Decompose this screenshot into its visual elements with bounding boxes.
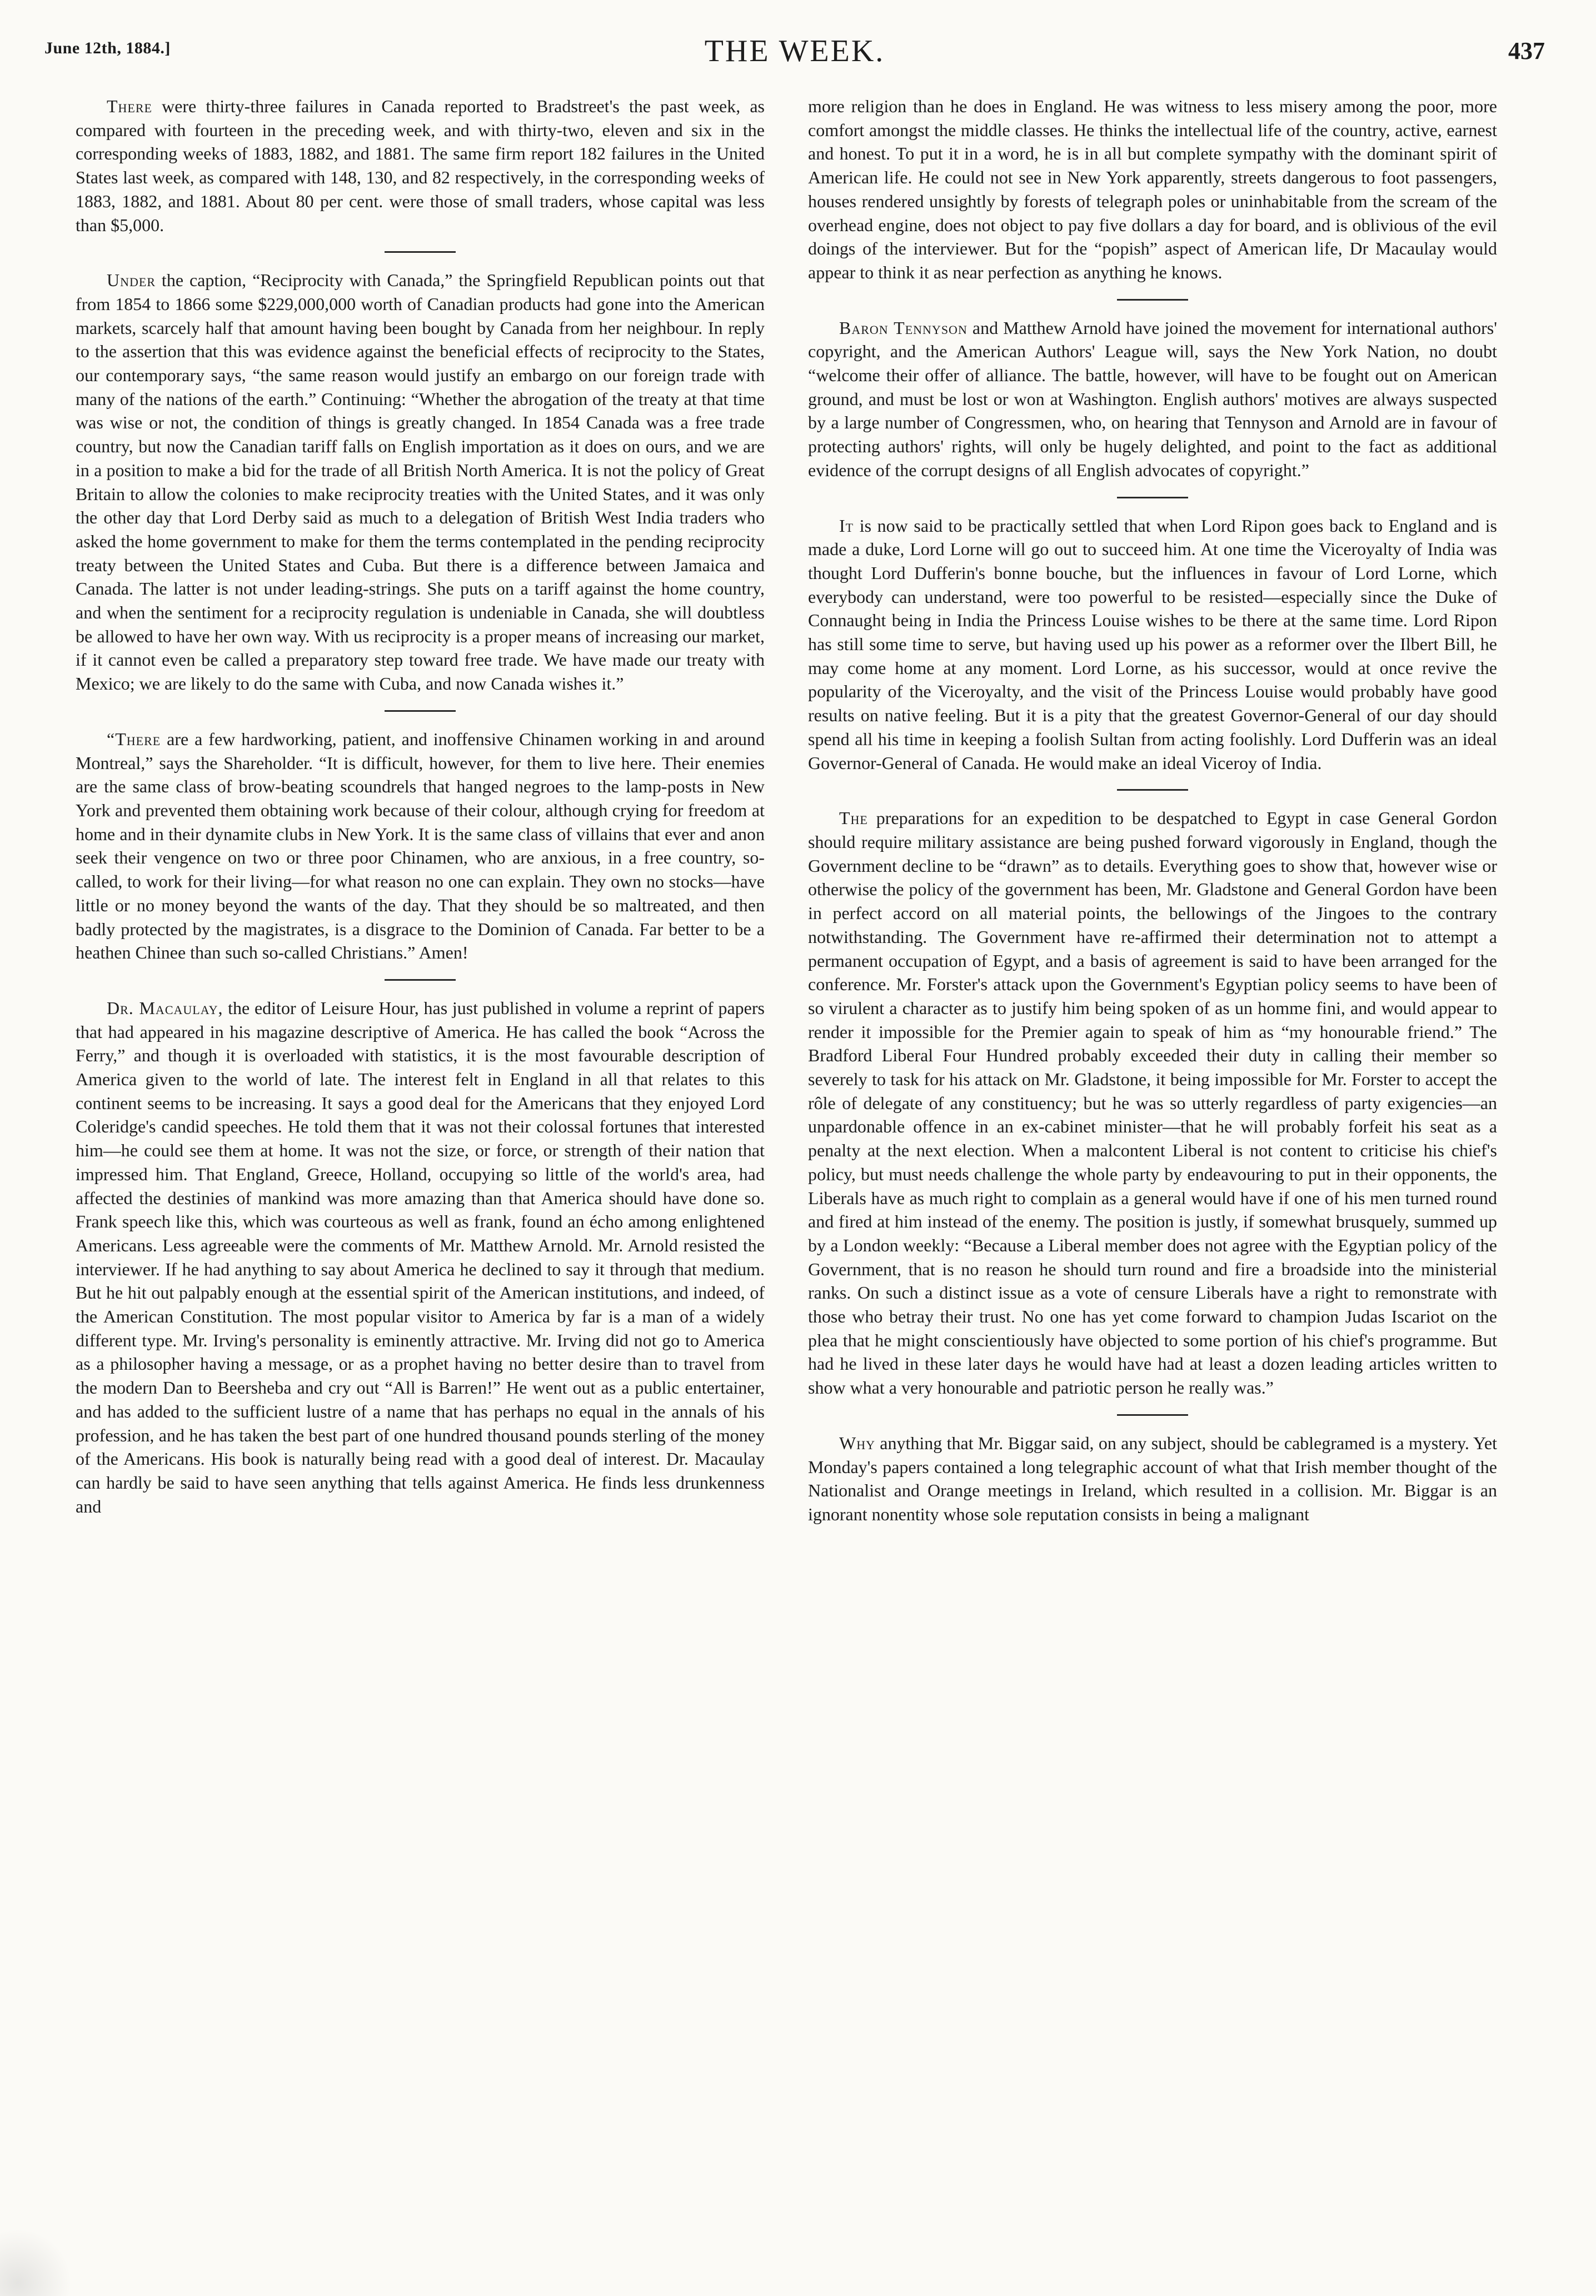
paragraph-lead: Why [839, 1432, 875, 1453]
issue-date: June 12th, 1884.] [44, 39, 171, 57]
paragraph-lead: There [107, 96, 152, 116]
paragraph-lead: Dr. Macaulay, [107, 997, 223, 1018]
right-column [808, 94, 1497, 2262]
section-divider [1117, 497, 1188, 498]
paragraph-copyright [808, 316, 1497, 482]
section-divider [1117, 1414, 1188, 1416]
paragraph-macaulay [76, 996, 765, 1518]
paragraph-lead: Under [107, 270, 156, 291]
section-divider [1117, 299, 1188, 301]
section-divider [385, 710, 456, 712]
paragraph-body: the editor of Leisure Hour, has just published in volume a reprint of papers that had appeared in his magazine descriptive of America. He has called the book “Across the Ferry,” and though it is overloaded with statistics, it is the most favourable description of America given to the world of late. The interest felt in England in all that relates to this continent seems to be increasing. It says a good deal for the Americans that they enjoyed Lord Coleridge's candid speeches. He told them that it was not their colossal fortunes that interested him—he could see them at home. It was not the size, or force, or strength of their nation that impressed him. That England, Greece, Holland, occupying so little of the world's area, had affected the destinies of mankind was more amazing than that America should have done so. Frank speech like this, which was courteous as well as frank, found an écho among enlightened Americans. Less agreeable were the comments of Mr. Matthew Arnold. Mr. Arnold resisted the interviewer. If he had anything to say about America he declined to say it through that medium. But he hit out palpably enough at the essential spirit of the American institutions, and indeed, of the American Constitution. The most popular visitor to America by far is a man of a widely different type. Mr. Irving's personality is eminently attractive. Mr. Irving did not go to America as a philosopher having a message, or as a prophet having no better desire than to travel from the modern Dan to Beersheba and cry out “All is Barren!” He went out as a public entertainer, and has added to the sufficient lustre of a name that has perhaps no equal in the annals of his profession, and he has taken the best part of one hundred thousand pounds sterling of the money of the Americans. His book is naturally being read with a good deal of interest. Dr. Macaulay can hardly be said to have seen anything that tells against America. He finds less drunkenness and [76, 997, 765, 1516]
paragraph-failures [76, 94, 765, 237]
paragraph-biggar [808, 1431, 1497, 1526]
left-column [76, 94, 765, 2262]
paragraph-body: anything that Mr. Biggar said, on any subject, should be cablegramed is a mystery. Yet Monday's papers contained a long telegraphic account of what that Irish member thought of the Nationalist and Orange meetings in Ireland, which resulted in a collision. Mr. Biggar is an ignorant nonentity whose sole reputation consists in being a malignant [808, 1432, 1497, 1524]
page-header [44, 33, 1545, 78]
paragraph-body: is now said to be practically settled that when Lord Ripon goes back to England and is made a duke, Lord Lorne will go out to succeed him. At one time the Viceroyalty of India was thought Lord Dufferin's bonne bouche, but the influences in favour of Lord Lorne, which everybody can understand, were too powerful to be resisted—especially since the Duke of Connaught being in India the Princess Louise wishes to be there at the same time. Lord Ripon has still some time to serve, but having used up his power as a reformer over the Ilbert Bill, he may come home at any moment. Lord Lorne, as his successor, would at once revive the popularity of the Viceroyalty, and the visit of the Princess Louise would probably have good results on native feeling. But it is a pity that the greatest Governor-General of our day should spend all his time in keeping a foolish Sultan from acting foolishly. Lord Dufferin was an ideal Governor-General of Canada. He would make an ideal Viceroy of India. [808, 515, 1497, 773]
paragraph-lead: The [839, 808, 868, 828]
paragraph-body: were thirty-three failures in Canada reported to Bradstreet's the past week, as compared with fourteen in the preceding week, and with thirty-two, eleven and six in the corresponding weeks of 1883, 1882, and 1881. The same firm report 182 failures in the United States last week, as compared with 148, 130, and 82 respectively, in the corresponding weeks of 1883, 1882, and 1881. About 80 per cent. were those of small traders, whose capital was less than $5,000. [76, 96, 765, 235]
section-divider [385, 979, 456, 981]
paragraph-body: and Matthew Arnold have joined the movement for international authors' copyright, and the American Authors' League will, says the New York Nation, no doubt “welcome their offer of alliance. The battle, however, will have to be fought out on American ground, and must be lost or won at Washington. English authors' motives are always suspected by a large number of Congressmen, who, on hearing that Tennyson and Arnold are in favour of protecting authors' rights, will only be hugely delighted, and point to the fact as additional evidence of the corrupt designs of all English advocates of copyright.” [808, 317, 1497, 480]
section-divider [385, 251, 456, 253]
paragraph-chinamen [76, 727, 765, 965]
paragraph-macaulay-continued [808, 94, 1497, 284]
page-number: 437 [1508, 37, 1545, 64]
masthead-title: THE WEEK. [704, 34, 885, 68]
section-divider [1117, 789, 1188, 791]
paragraph-body: the caption, “Reciprocity with Canada,” the Springfield Republican points out that from 1854 to 1866 some $229,000,000 worth of Canadian products had gone into the American markets, scarcely half that amount having been bought by Canada from her neighbour. In reply to the assertion that this was evidence against the beneficial effects of reciprocity to the States, our contemporary says, “the same reason would justify an embargo on our foreign trade with many of the nations of the earth.” Continuing: “Whether the abrogation of the treaty at that time was wise or not, the condition of things is greatly changed. In 1854 Canada was a free trade country, but now the Canadian tariff falls on English importation as it does on ours, and we are in a position to make a bid for the trade of all British North America. It is not the policy of Great Britain to allow the colonies to make reciprocity treaties with the United States, and it was only the other day that Lord Derby said as much to a delegation of British West India traders who asked the home government to make for them the terms contemplated in the pending reciprocity treaty between the United States and Cuba. But there is a difference between Jamaica and Canada. The latter is not under leading-strings. She puts on a tariff against the home country, and when the sentiment for a reciprocity regulation is undeniable in Canada, she will doubtless be allowed to have her own way. With us reciprocity is a proper means of increasing our market, if it cannot even be called a preparatory step toward free trade. We have made our treaty with Mexico; we are likely to do the same with Cuba, and now Canada wishes it.” [76, 270, 765, 694]
paragraph-reciprocity [76, 268, 765, 696]
paragraph-body: are a few hardworking, patient, and inoffensive Chinamen working in and around Montreal,” says the Shareholder. “It is difficult, however, for them to live here. Their enemies are the same class of brow-beating scoundrels that hanged negroes to the lamp-posts in New York and prevented them obtaining work because of their colour, although crying for freedom at home and in their dynamite clubs in New York. It is the same class of villains that ever and anon seek their vengence on two or three poor Chinamen, who are anxious, in a free country, so-called, to work for their living—for what reason no one can explain. They own no stocks—have little or no money beyond the wants of the day. That they should be so maltreated, and then badly protected by the magistrates, is a disgrace to the Dominion of Canada. Far better to be a heathen Chinee than such so-called Christians.” Amen! [76, 728, 765, 963]
paragraph-lead: Baron Tennyson [839, 317, 967, 338]
paragraph-viceroyalty [808, 514, 1497, 775]
scan-artifact [0, 2229, 89, 2296]
paragraph-lead: It [839, 515, 854, 536]
paragraph-lead: “There [107, 728, 161, 749]
paragraph-egypt [808, 806, 1497, 1400]
paragraph-body: more religion than he does in England. He was witness to less misery among the poor, more comfort amongst the middle classes. He thinks the intellectual life of the country, active, earnest and honest. To put it in a word, he is in all but complete sympathy with the dominant spirit of American life. He could not see in New York apparently, streets dangerous to foot passengers, houses rendered unsightly by forests of telegraph poles or uninhabitable from the scream of the overhead engine, does not object to pay five dollars a day for board, and is oblivious of the evil doings of the interviewer. But for the “popish” aspect of American life, Dr Macaulay would appear to think it as near perfection as anything he knows. [808, 96, 1497, 282]
paragraph-body: preparations for an expedition to be despatched to Egypt in case General Gordon should require military assistance are being pushed forward vigorously in England, though the Government decline to be “drawn” as to details. Everything goes to show that, however wise or otherwise the policy of the government has been, Mr. Gladstone and General Gordon have been in perfect accord on all material points, the bellowings of the Jingoes to the contrary notwithstanding. The Government have re-affirmed their determination not to attempt a permanent occupation of Egypt, and a basis of agreement is said to have been arranged for the conference. Mr. Forster's attack upon the Government's Egyptian policy seems to have been of so virulent a character as to justify him being spoken of as un homme fini, and would appear to render it impossible for the Premier again to speak of him as “my honourable friend.” The Bradford Liberal Four Hundred probably exceeded their duty in calling their member so severely to task for his attack on Mr. Gladstone, it being impossible for Mr. Forster to accept the rôle of delegate of any constituency; but he was so utterly regardless of party exigencies—an unpardonable offence in an ex-cabinet minister—that he will probably forfeit his seat as a penalty at the next election. When a malcontent Liberal is not content to criticise his chief's policy, but must needs challenge the whole party by endeavouring to put in their opponents, the Liberals have as much right to complain as a general would have if one of his men turned round and fired at him instead of the enemy. The position is justly, if somewhat brusquely, summed up by a London weekly: “Because a Liberal member does not agree with the Egyptian policy of the Government, that is no reason he should turn round and fire a broadside into the ministerial ranks. On such a distinct issue as a vote of censure Liberals have a right to remonstrate with those who betray their trust. No one has yet come forward to champion Judas Iscariot on the plea that he might conscientiously have objected to some portion of his chief's programme. But had he lived in these later days he would have had at least a dozen leading articles written to show what a very honourable and patriotic person he really was.” [808, 808, 1497, 1398]
